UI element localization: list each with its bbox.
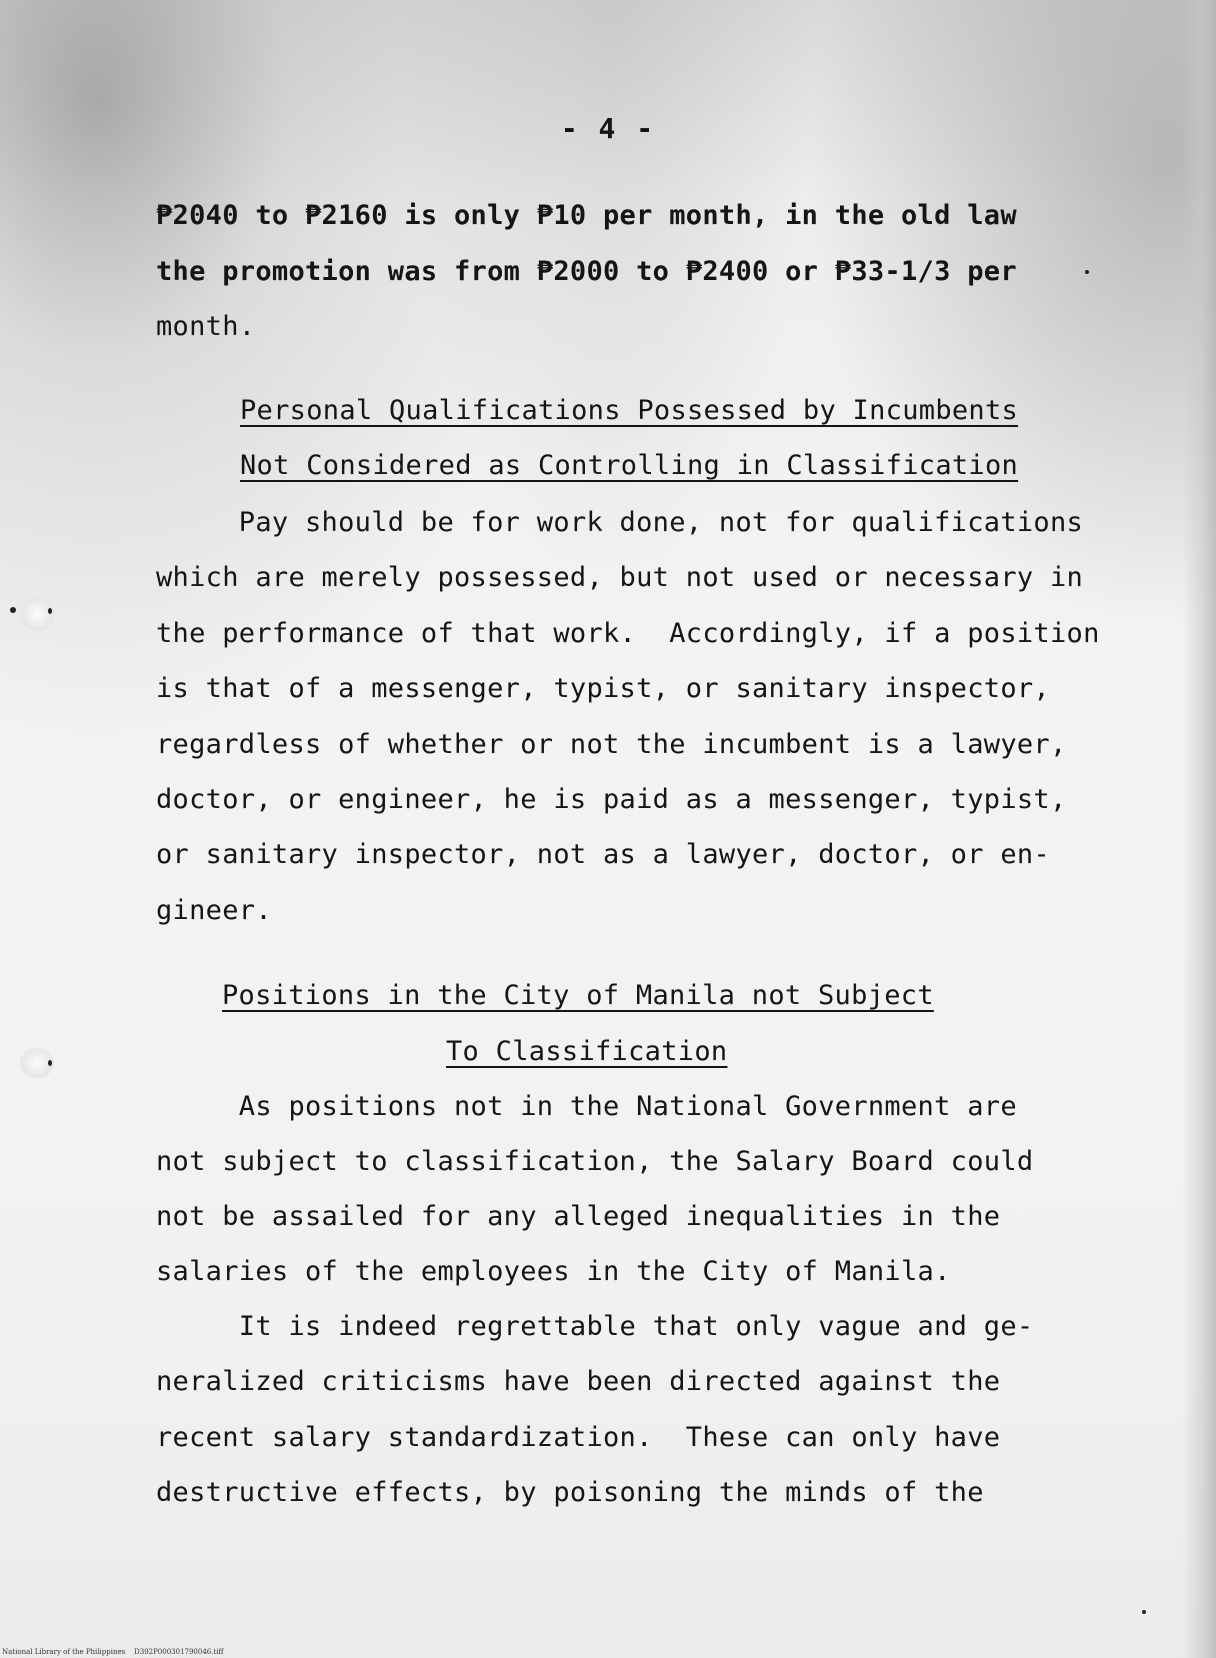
- text-line: the promotion was from ₱2000 to ₱2400 or ₱33-1/3 per: [156, 256, 1017, 287]
- page-edge-shadow: [1182, 0, 1216, 1658]
- heading-line: Positions in the City of Manila not Subject: [222, 980, 934, 1011]
- ink-speck: [10, 607, 16, 613]
- archive-footer: National Library of the Philippines D392P000301790046.tiff: [2, 1648, 224, 1656]
- text-line: Pay should be for work done, not for qualifications: [156, 507, 1084, 538]
- text-line: salaries of the employees in the City of Manila.: [156, 1256, 951, 1287]
- text-line: is that of a messenger, typist, or sanitary inspector,: [156, 673, 1050, 704]
- ink-speck: [48, 1060, 52, 1066]
- text-line: the performance of that work. Accordingly, if a position: [156, 618, 1100, 649]
- ink-speck: [1142, 1610, 1146, 1614]
- heading-line: Personal Qualifications Possessed by Incumbents: [240, 395, 1019, 426]
- heading-line: Not Considered as Controlling in Classification: [240, 450, 1019, 481]
- text-line: regardless of whether or not the incumbent is a lawyer,: [156, 729, 1067, 760]
- punch-hole-top: [20, 597, 54, 631]
- text-line: doctor, or engineer, he is paid as a messenger, typist,: [156, 784, 1067, 815]
- ink-speck: [1085, 270, 1089, 274]
- page-number: - 4 -: [560, 112, 656, 145]
- text-line: not be assailed for any alleged inequalities in the: [156, 1201, 1001, 1232]
- heading-line: To Classification: [446, 1036, 728, 1067]
- text-line: neralized criticisms have been directed against the: [156, 1366, 1001, 1397]
- text-line: As positions not in the National Government are: [156, 1091, 1017, 1122]
- text-line: which are merely possessed, but not used or necessary in: [156, 562, 1084, 593]
- text-line: It is indeed regrettable that only vague and ge-: [156, 1311, 1034, 1342]
- text-line: not subject to classification, the Salary Board could: [156, 1146, 1034, 1177]
- text-line: month.: [156, 311, 256, 342]
- ink-speck: [48, 608, 52, 614]
- text-line: gineer.: [156, 895, 272, 926]
- text-line: ₱2040 to ₱2160 is only ₱10 per month, in the old law: [156, 200, 1017, 231]
- text-line: or sanitary inspector, not as a lawyer, doctor, or en-: [156, 839, 1050, 870]
- text-line: destructive effects, by poisoning the minds of the: [156, 1477, 984, 1508]
- text-line: recent salary standardization. These can only have: [156, 1422, 1001, 1453]
